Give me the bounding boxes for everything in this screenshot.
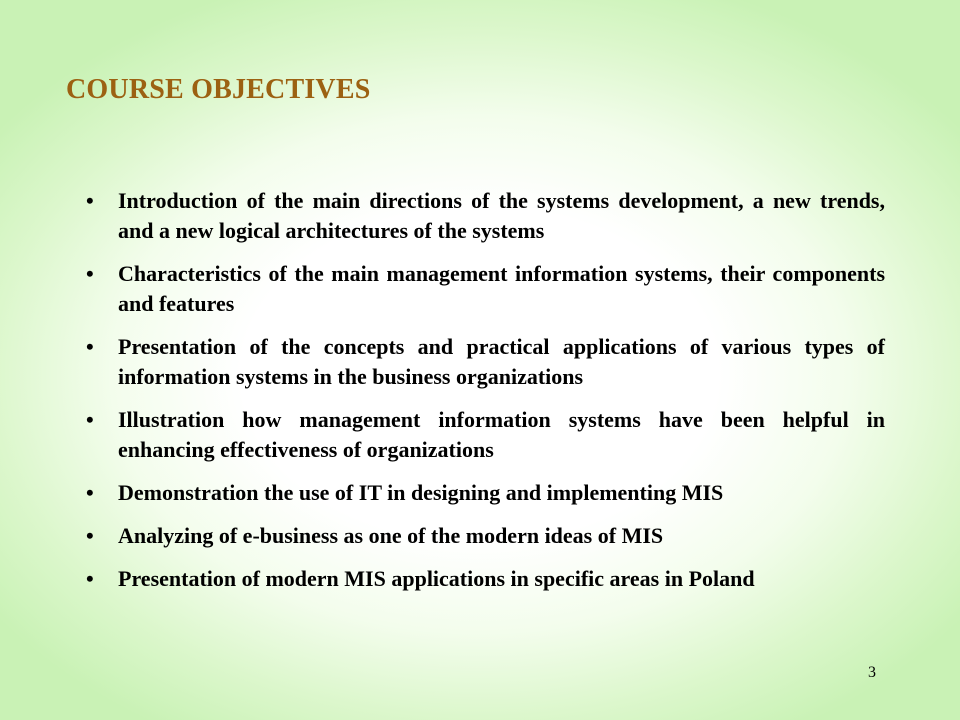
- objective-item: • Illustration how management information systems have been helpful in enhancing effectiveness of organizations: [82, 405, 885, 465]
- objective-item: • Analyzing of e-business as one of the modern ideas of MIS: [82, 521, 885, 551]
- objectives-list: [82, 186, 885, 607]
- page-number: 3: [868, 664, 876, 681]
- slide-title: COURSE OBJECTIVES: [66, 74, 371, 105]
- objective-item: • Presentation of modern MIS applications in specific areas in Poland: [82, 564, 885, 594]
- objective-item: • Demonstration the use of IT in designing and implementing MIS: [82, 478, 885, 508]
- objective-item: • Presentation of the concepts and practical applications of various types of information systems in the business organizations: [82, 332, 885, 392]
- objective-item: • Introduction of the main directions of the systems development, a new trends, and a new logical architectures of the systems: [82, 186, 885, 246]
- objective-item: • Characteristics of the main management information systems, their components and features: [82, 259, 885, 319]
